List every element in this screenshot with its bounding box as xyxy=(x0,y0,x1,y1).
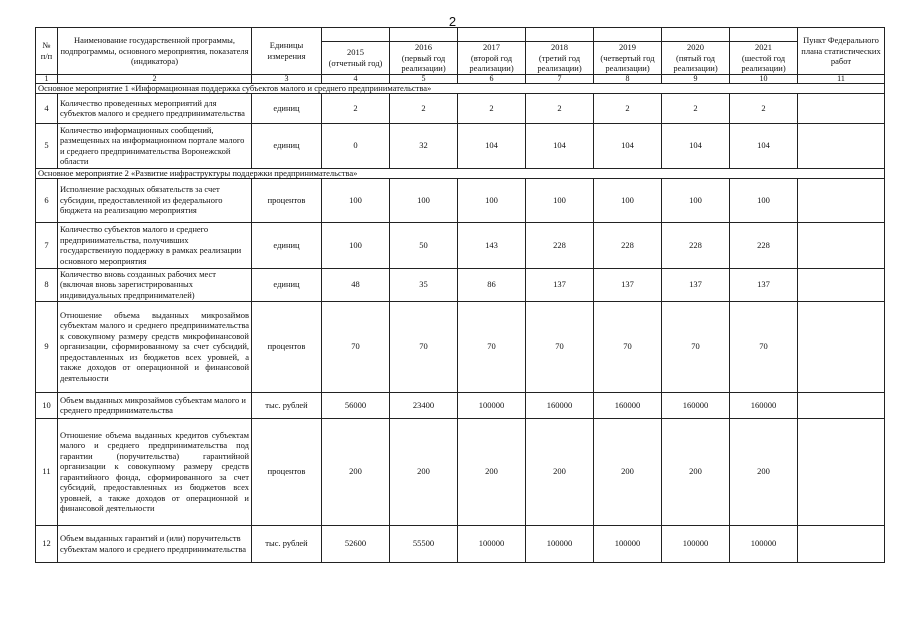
value-cell: 200 xyxy=(390,418,458,525)
header-year-top xyxy=(458,28,526,42)
value-cell: 48 xyxy=(322,268,390,301)
indicator-name: Количество субъектов малого и среднего предпринимательства, получивших государственную поддержку в рамках реализации основного мероприятия xyxy=(58,222,252,268)
value-cell: 143 xyxy=(458,222,526,268)
table-row xyxy=(36,178,885,222)
row-number: 9 xyxy=(36,301,58,392)
value-cell: 100 xyxy=(526,178,594,222)
value-cell: 32 xyxy=(390,123,458,168)
value-cell: 35 xyxy=(390,268,458,301)
value-cell: 100 xyxy=(322,222,390,268)
value-cell: 70 xyxy=(322,301,390,392)
table-row xyxy=(36,93,885,123)
value-cell: 2 xyxy=(662,93,730,123)
value-cell: 50 xyxy=(390,222,458,268)
plan-cell xyxy=(798,222,885,268)
value-cell: 137 xyxy=(730,268,798,301)
value-cell: 228 xyxy=(730,222,798,268)
indicator-name: Количество информационных сообщений, размещенных на информационном портале малого и среднего предпринимательства Воронежской области xyxy=(58,123,252,168)
column-number: 2 xyxy=(58,74,252,83)
row-number: 4 xyxy=(36,93,58,123)
value-cell: 100000 xyxy=(458,525,526,562)
value-cell: 137 xyxy=(526,268,594,301)
indicator-name: Объем выданных гарантий и (или) поручительств субъектам малого и среднего предпринимательства xyxy=(58,525,252,562)
value-cell: 104 xyxy=(730,123,798,168)
plan-cell xyxy=(798,123,885,168)
header-year-2015 xyxy=(322,42,390,75)
indicator-name: Отношение объема выданных микрозаймов субъектам малого и среднего предпринимательства к совокупному размеру средств микрофинансовой организации, сформированному за счет субсидий, предоставленных из бюджетов всех уровней, а также доходов от операционной и финансовой деятельности xyxy=(58,301,252,392)
column-number: 11 xyxy=(798,74,885,83)
row-number: 7 xyxy=(36,222,58,268)
value-cell: 200 xyxy=(594,418,662,525)
column-number: 6 xyxy=(458,74,526,83)
row-number: 11 xyxy=(36,418,58,525)
value-cell: 228 xyxy=(662,222,730,268)
row-number: 10 xyxy=(36,392,58,418)
value-cell: 0 xyxy=(322,123,390,168)
value-cell: 104 xyxy=(662,123,730,168)
value-cell: 228 xyxy=(526,222,594,268)
row-number: 8 xyxy=(36,268,58,301)
header-year-note: (четвертый год реализации) xyxy=(600,52,655,73)
value-cell: 100 xyxy=(662,178,730,222)
value-cell: 100000 xyxy=(458,392,526,418)
header-name: Наименование государственной программы, подпрограммы, основного мероприятия, показателя (индикатора) xyxy=(58,28,252,75)
header-year-top xyxy=(390,28,458,42)
header-year-note: (пятый год реализации) xyxy=(673,52,718,73)
unit-cell: единиц xyxy=(252,268,322,301)
column-number: 1 xyxy=(36,74,58,83)
row-number: 5 xyxy=(36,123,58,168)
header-year-value: 2021 xyxy=(755,42,772,52)
plan-cell xyxy=(798,93,885,123)
value-cell: 104 xyxy=(526,123,594,168)
header-year-top xyxy=(594,28,662,42)
value-cell: 2 xyxy=(526,93,594,123)
value-cell: 56000 xyxy=(322,392,390,418)
value-cell: 160000 xyxy=(662,392,730,418)
value-cell: 104 xyxy=(594,123,662,168)
value-cell: 23400 xyxy=(390,392,458,418)
plan-cell xyxy=(798,178,885,222)
header-year-top xyxy=(322,28,390,42)
header-year-2020 xyxy=(662,42,730,75)
value-cell: 137 xyxy=(594,268,662,301)
value-cell: 100000 xyxy=(662,525,730,562)
value-cell: 70 xyxy=(458,301,526,392)
column-number-row xyxy=(36,74,885,83)
header-year-2016 xyxy=(390,42,458,75)
column-number: 4 xyxy=(322,74,390,83)
value-cell: 200 xyxy=(662,418,730,525)
column-number: 10 xyxy=(730,74,798,83)
header-year-2017 xyxy=(458,42,526,75)
value-cell: 228 xyxy=(594,222,662,268)
value-cell: 70 xyxy=(730,301,798,392)
header-year-2018 xyxy=(526,42,594,75)
value-cell: 100000 xyxy=(594,525,662,562)
unit-cell: процентов xyxy=(252,418,322,525)
header-year-note: (второй год реализации) xyxy=(469,52,514,73)
value-cell: 200 xyxy=(730,418,798,525)
column-number: 9 xyxy=(662,74,730,83)
header-year-note: (отчетный год) xyxy=(328,57,383,68)
value-cell: 2 xyxy=(390,93,458,123)
value-cell: 2 xyxy=(730,93,798,123)
section-row xyxy=(36,83,885,93)
header-year-value: 2017 xyxy=(483,42,500,52)
header-year-value: 2020 xyxy=(687,42,704,52)
section-title: Основное мероприятие 1 «Информационная поддержка субъектов малого и среднего предпринимательства» xyxy=(36,83,885,93)
value-cell: 100000 xyxy=(730,525,798,562)
value-cell: 100000 xyxy=(526,525,594,562)
unit-cell: единиц xyxy=(252,123,322,168)
header-year-note: (третий год реализации) xyxy=(537,52,582,73)
value-cell: 70 xyxy=(526,301,594,392)
value-cell: 100 xyxy=(458,178,526,222)
indicator-name: Исполнение расходных обязательств за счет субсидии, предоставленной из федерального бюджета на реализацию мероприятия xyxy=(58,178,252,222)
header-plan: Пункт Федерального плана статистических работ xyxy=(798,28,885,75)
header-num: № п/п xyxy=(36,28,58,75)
value-cell: 100 xyxy=(322,178,390,222)
value-cell: 100 xyxy=(594,178,662,222)
value-cell: 70 xyxy=(662,301,730,392)
value-cell: 70 xyxy=(594,301,662,392)
indicator-name: Количество вновь созданных рабочих мест (включая вновь зарегистрированных индивидуальных предпринимателей) xyxy=(58,268,252,301)
page-number: 2 xyxy=(448,14,457,29)
column-number: 3 xyxy=(252,74,322,83)
value-cell: 160000 xyxy=(594,392,662,418)
table-row xyxy=(36,525,885,562)
table-row xyxy=(36,268,885,301)
header-year-value: 2018 xyxy=(551,42,568,52)
value-cell: 86 xyxy=(458,268,526,301)
indicator-name: Объем выданных микрозаймов субъектам малого и среднего предпринимательства xyxy=(58,392,252,418)
header-year-note: (первый год реализации) xyxy=(401,52,446,73)
plan-cell xyxy=(798,301,885,392)
plan-cell xyxy=(798,418,885,525)
value-cell: 2 xyxy=(458,93,526,123)
row-number: 6 xyxy=(36,178,58,222)
plan-cell xyxy=(798,392,885,418)
unit-cell: единиц xyxy=(252,222,322,268)
header-year-value: 2016 xyxy=(415,42,432,52)
unit-cell: единиц xyxy=(252,93,322,123)
table-row xyxy=(36,123,885,168)
indicators-table xyxy=(35,27,885,563)
value-cell: 200 xyxy=(526,418,594,525)
table-row xyxy=(36,301,885,392)
unit-cell: процентов xyxy=(252,301,322,392)
header-year-top xyxy=(526,28,594,42)
row-number: 12 xyxy=(36,525,58,562)
value-cell: 137 xyxy=(662,268,730,301)
header-year-value: 2015 xyxy=(347,47,364,58)
value-cell: 2 xyxy=(322,93,390,123)
column-number: 7 xyxy=(526,74,594,83)
value-cell: 100 xyxy=(730,178,798,222)
table-row xyxy=(36,418,885,525)
value-cell: 104 xyxy=(458,123,526,168)
section-row xyxy=(36,168,885,178)
value-cell: 200 xyxy=(322,418,390,525)
section-title: Основное мероприятие 2 «Развитие инфраструктуры поддержки предпринимательства» xyxy=(36,168,885,178)
value-cell: 2 xyxy=(594,93,662,123)
header-unit: Единицы измерения xyxy=(252,28,322,75)
indicator-name: Отношение объема выданных кредитов субъектам малого и среднего предпринимательства под гарантии (поручительства) гарантийной организации к совокупному размеру средств гарантийного фонда, сформированного за счет субсидий, предоставленных из бюджетов всех уровней, а также доходов от операционной и финансовой деятельности xyxy=(58,418,252,525)
unit-cell: процентов xyxy=(252,178,322,222)
header-year-top xyxy=(730,28,798,42)
table-row xyxy=(36,222,885,268)
header-year-2021 xyxy=(730,42,798,75)
unit-cell: тыс. рублей xyxy=(252,392,322,418)
value-cell: 55500 xyxy=(390,525,458,562)
value-cell: 160000 xyxy=(730,392,798,418)
value-cell: 100 xyxy=(390,178,458,222)
plan-cell xyxy=(798,268,885,301)
value-cell: 160000 xyxy=(526,392,594,418)
header-year-note: (шестой год реализации) xyxy=(741,52,786,73)
header-year-value: 2019 xyxy=(619,42,636,52)
value-cell: 70 xyxy=(390,301,458,392)
unit-cell: тыс. рублей xyxy=(252,525,322,562)
column-number: 5 xyxy=(390,74,458,83)
indicator-name: Количество проведенных мероприятий для субъектов малого и среднего предпринимательства xyxy=(58,93,252,123)
column-number: 8 xyxy=(594,74,662,83)
header-year-top xyxy=(662,28,730,42)
value-cell: 200 xyxy=(458,418,526,525)
header-year-2019 xyxy=(594,42,662,75)
value-cell: 52600 xyxy=(322,525,390,562)
table-row xyxy=(36,392,885,418)
plan-cell xyxy=(798,525,885,562)
